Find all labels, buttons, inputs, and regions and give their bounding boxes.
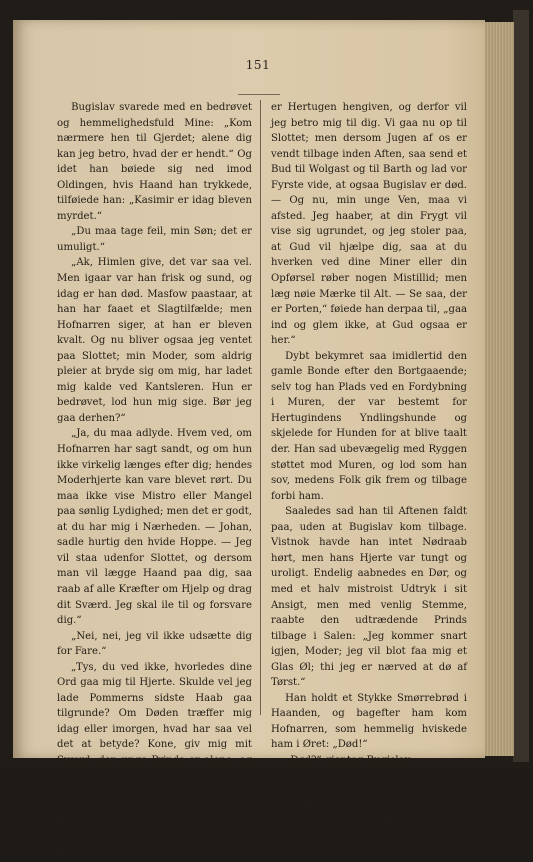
column-divider	[260, 100, 261, 715]
left-column	[57, 100, 252, 862]
paragraph: „Død?“ gjentog Bugislav.	[285, 754, 413, 766]
page-number: 151	[245, 58, 271, 72]
paragraph: „Nei, nei, jeg vil ikke udsætte dig for Fare.“	[57, 630, 252, 658]
header-rule	[238, 94, 280, 95]
paragraph: „Du maa tage feil, min Søn; det er umuligt.“	[57, 226, 252, 253]
paragraph: Han holdt et Stykke Smørrebrød i Haanden, og bagefter ham kom Hofnarren, som hemmelig hviskede ham i Øret: „Død!“	[271, 692, 467, 751]
paragraph: Dybt bekymret saa imidlertid den gamle Bonde efter den Bortgaaende; selv tog han Plads ved en Fordybning i Muren, der var bestemt for Hertugindens Yndlingshunde og skjelede for Hunden for at blive taalt der. Han sad ubevægelig med Ryggen støttet mod Muren, og lod som han sov, medens Folk gik frem og tilbage forbi ham.	[271, 350, 467, 502]
paragraph: „Ak, Himlen give, det var saa vel. Men igaar var han frisk og sund, og idag er han død. Masfow paastaar, at han har faaet et Slagtilfælde; men Hofnarren siger, at han er bleven kvalt. Og nu bliver ogsaa jeg ventet paa Slottet; min Moder, som aldrig pleier at bryde sig om mig, har ladet mig kalde ved Kantsleren. Hun er bedrøvet, lod hun mig sige. Bør jeg gaa derhen?“	[57, 257, 252, 424]
paragraph: „Ja, du maa adlyde. Hvem ved, om Hofnarren har sagt sandt, og om hun ikke virkelig længes efter dig; hendes Moderhjerte kan vare blevet rørt. Du maa ikke vise Mistro eller Mangel paa sønlig Lydighed; men det er godt, at du har mig i Nærheden. — Johan, sadle hurtig den hvide Hoppe. — Jeg vil staa udenfor Slottet, og dersom man vil lægge Haand paa dig, saa raab af alle Kræfter om Hjelp og drag dit Sværd. Jeg skal ile til og forsvare dig.“	[57, 428, 252, 627]
paragraph: er Hertugen hengiven, og derfor vil jeg betro mig til dig. Vi gaa nu op til Slottet; men dersom Jugen af os er vendt tilbage inden Aften, saa send et Bud til Wolgast og til Barth og lad vor Fyrste vide, at ogsaa Bugislav er død. — Og nu, min unge Ven, maa vi afsted. Jeg haaber, at din Frygt vil vise sig ugrundet, og jeg stoler paa, at Gud vil hjælpe dig, saa at du hverken ved dine Miner eller din Opførsel røber nogen Mistillid; men læg nøie Mærke til Alt. — Se saa, der er Porten,“ føiede han derpaa til, „gaa ind og glem ikke, at Gud ogsaa er her.“	[271, 102, 467, 347]
paragraph: De begav sig nu hurtig afsted til Byen, og her henvendte Hans Lang sig til Vertshusholderen: „Jeg tror, at du	[57, 801, 252, 860]
paragraph: Bugislav svarede med en bedrøvet og hemmelighedsfuld Mine: „Kom nærmere hen til Gjerdet; alene dig kan jeg betro, hvad der er hendt.“ Og idet han bøiede sig ned imod Oldingen, hvis Haand han trykkede, tilføiede han: „Kasimir er idag bleven myrdet.“	[57, 102, 252, 222]
paragraph: „Tys, du ved ikke, hvorledes dine Ord gaa mig til Hjerte. Skulde vel jeg lade Pommerns sidste Haab gaa tilgrunde? Om Døden træffer mig idag eller imorgen, hvad har saa vel det at betyde? Kone, giv mig mit Sværd; den unge Prinds er alene, og der er et farligt Bildsvin inde i Skoven.“	[57, 661, 252, 798]
paragraph: Narren hviskede endnu sagtere: „Spis ikke — det er forgiftet — fast det til Hunden.“	[271, 770, 467, 813]
book-page	[13, 20, 485, 860]
paragraph: Bugislav adlød, og Narren vedblev:	[285, 817, 466, 829]
right-column	[271, 100, 467, 831]
page-stack-edges	[484, 22, 514, 756]
paragraph: Saaledes sad han til Aftenen faldt paa, uden at Bugislav kom tilbage. Vistnok havde han intet Nødraab hørt, men hans Hjerte var tungt og uroligt. Endelig aabnedes en Dør, og med et halv mistroist Udtryk i sit Ansigt, men med venlig Stemme, raabte den udtrædende Prinds tilbage i Salen: „Jeg kommer snart igjen, Moder; jeg vil blot faa mig et Glas Øl; thi jeg er nærved at dø af Tørst.“	[271, 506, 467, 689]
book-cover-edge	[513, 10, 529, 762]
